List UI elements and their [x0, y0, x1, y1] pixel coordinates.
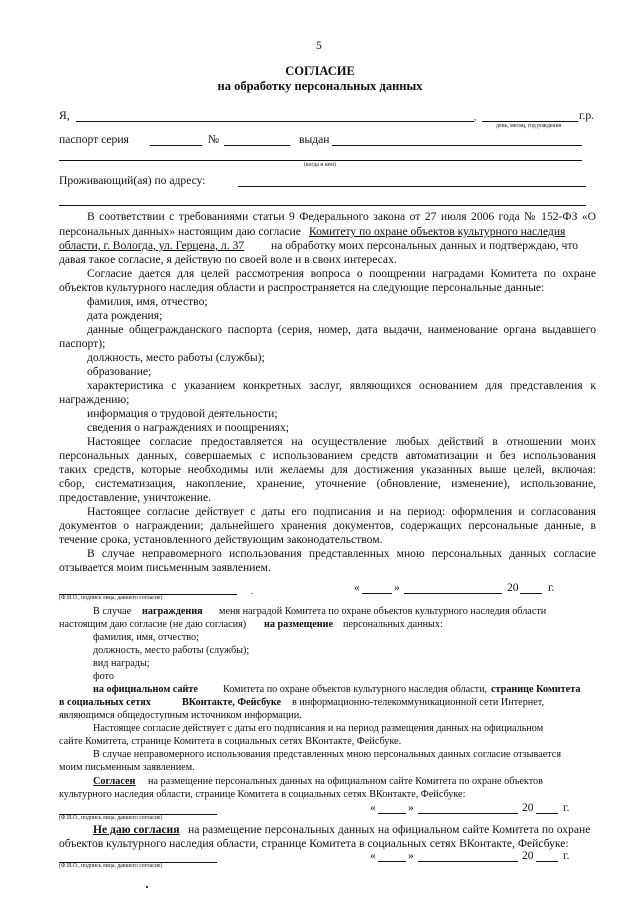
date-month-field[interactable] — [404, 593, 502, 594]
passport-issued-field[interactable] — [332, 145, 582, 146]
list1-item: сведения о награждениях и поощрениях; — [87, 421, 289, 434]
ya-label: Я, — [59, 109, 70, 122]
list1-item-cont: награждению; — [59, 393, 130, 406]
p4-line-3: течение срока, установленного действующим законодательством. — [59, 533, 383, 546]
p3-line-4: сбор, систематизация, накопление, хранение, уточнение (обновление, изменение), использование, — [59, 477, 596, 490]
year-suffix-label: г.р. — [579, 109, 595, 122]
passport-series-label: паспорт серия — [59, 133, 129, 146]
award-word: награждения — [142, 606, 203, 617]
p2-line-2: объектов культурного наследия области и распространяется на следующие персональные данные: — [59, 281, 545, 294]
passport-issued-label: выдан — [299, 133, 330, 146]
p4-line-2: документов о награждении; дальнейшего хранения документов, содержащих персональные данные, в — [59, 519, 596, 532]
page-number: 5 — [316, 39, 322, 52]
p3-line-5: предоставление, уничтожение. — [59, 491, 211, 504]
page-title: СОГЛАСИЕ — [285, 64, 355, 78]
p1-line-4: давая такое согласие, я действую по своей воле и в своих интересах. — [59, 253, 397, 266]
date-year-field[interactable] — [520, 593, 542, 594]
p3-line-2: персональных данных, совершаемых с использованием средств автоматизации и без использования — [59, 449, 596, 462]
committee-address: области, г. Вологда, ул. Герцена, л. 37 — [59, 239, 245, 252]
address-label: Проживающий(ая) по адресу: — [59, 174, 206, 187]
p3-line-3: таких средств, которые необходимы или желаемы для достижения указанных выше целей, включая: — [59, 463, 596, 476]
p1-line-1: В соответствии с требованиями статьи 9 Федерального закона от 27 июля 2006 года № 152-ФЗ «О — [87, 210, 596, 223]
date-day-field[interactable] — [362, 593, 392, 594]
signature-hint: (Ф.И.О., подпись лица, давшего согласие) — [59, 815, 163, 821]
passport-issued-field-2[interactable] — [59, 160, 582, 161]
p5-line-2: отзывается моим письменным заявлением. — [59, 561, 271, 574]
date-year-field[interactable] — [536, 861, 558, 862]
page-subtitle: на обработку персональных данных — [217, 79, 423, 93]
p4-line-1: Настоящее согласие действует с даты его подписания и на период: оформления и согласования — [87, 505, 596, 518]
p5-line-1: В случае неправомерного использования представленных мною персональных данных согласие — [87, 547, 596, 560]
list2-item: фамилия, имя, отчество; — [93, 632, 199, 643]
list1-item: должность, место работы (службы); — [87, 351, 265, 364]
passport-number-label: № — [208, 133, 220, 146]
consent-refused-word: Не даю согласия — [93, 823, 180, 836]
birthdate-field-line[interactable] — [482, 121, 578, 122]
date-day-field[interactable] — [378, 861, 406, 862]
p1-line-2a: персональных данных» настоящим даю согласие — [59, 225, 301, 238]
birthdate-hint: день, месяц, год рождения — [496, 123, 562, 129]
list1-item: характеристика с указанием конкретных заслуг, являющихся основанием для представления к — [87, 379, 596, 392]
p3-line-1: Настоящее согласие предоставляется на осуществление любых действий в отношении моих — [87, 435, 596, 448]
date-month-field[interactable] — [418, 813, 518, 814]
consent-form-page: 5 СОГЛАСИЕ на обработку персональных данных Я, , г.р. день, месяц, год рождения паспорт серия № выдан (когда и кем) Проживающий(ая) по адресу: В соответствии с требованиями статьи 9 Федерального закона от 27 июля 2006 года № 152-ФЗ «О персональных данных» настоящим даю согласие Комитету по охране объектов культурного наследия области, г. Вологда, ул. Герцена, л. 37 на обработку моих персональных данных и подтверждаю, что давая такое согласие, я действую по своей воле и в своих интересах. Согласие дается для целей рассмотрения вопроса о поощрении наградами Комитета по охране объектов культурного наследия области и распространяется на следующие персональные данные: фамилия, имя, отчество; дата рождения; данные общегражданского паспорта (серия, номер, дата выдачи, наименование органа выдавшего паспорт); должность, место работы (службы); образование; характеристика с указанием конкретных заслуг, являющихся основанием для представления к награждению; информация о трудовой деятельности; сведения о награждениях и поощрениях; Настоящее согласие предоставляется на осуществление любых действий в отношении моих персональных данных, совершаемых с использованием средств автоматизации и без использования таких средств, которые необходимы или желаемы для достижения указанных выше целей, включая: сбор, систематизация, накопление, хранение, уточнение (обновление, изменение), использование, предоставление, уничтожение. Настоящее согласие действует с даты его подписания и на период: оформления и согласования документов о награждении; дальнейшего хранения документов, содержащих персональные данные, в течение срока, установленного действующим законодательством. В случае неправомерного использования представленных мною персональных данных согласие отзывается моим письменным заявлением. (Ф.И.О., подпись лица, давшего согласие) . « » 20 г. В случае награждения меня наградой Комитета по охране объектов культурного наследия области настоящим даю согласие (не даю согласия) на размещение персональных данных: фамилия, имя, отчество; должность, место работы (службы); вид награды; фото на официальном сайте Комитета по охране объектов культурного наследия области, странице Комитета в социальных сетях ВКонтакте, Фейсбуке в информационно-телекоммуникационной сети Интернет, являющимся общедоступным источником информации. Настоящее согласие действует с даты его подписания и на период размещения данных на официальном сайте Комитета, странице Комитета в социальных сетях ВКонтакте, Фейсбуке. В случае неправомерного использования представленных мною персональных данных согласие отзывается моим письменным заявлением. Согласен на размещение персональных данных на официальном сайте Комитета по охране объектов культурного наследия области, странице Комитета в социальных сетях ВКонтакте, Фейсбуке: (Ф.И.О., подпись лица, давшего согласие) « » 20 г. Не даю согласия на размещение персональных данных на официальном сайте Комитета по охране объектов культурного наследия области, странице Комитета в социальных сетях ВКонтакте, Фейсбуке: (Ф.И.О., подпись лица, давшего согласие) « » 20 г. — [0, 0, 640, 905]
name-field-line[interactable] — [76, 121, 474, 122]
list1-item: информация о трудовой деятельности; — [87, 407, 278, 420]
signature-hint: (Ф.И.О., подпись лица, давшего согласие) — [59, 863, 163, 869]
passport-series-field[interactable] — [150, 145, 202, 146]
date-day-field[interactable] — [378, 813, 406, 814]
date-year-field[interactable] — [536, 813, 558, 814]
address-field-2[interactable] — [59, 205, 586, 206]
list1-item: фамилия, имя, отчество; — [87, 295, 208, 308]
committee-name: Комитету по охране объектов культурного наследия — [309, 225, 566, 238]
p1-line-3b: на обработку моих персональных данных и подтверждаю, что — [271, 239, 579, 252]
list1-item: данные общегражданского паспорта (серия, номер, дата выдачи, наименование органа выдавшего — [87, 323, 596, 336]
passport-number-field[interactable] — [224, 145, 290, 146]
p2-line-1: Согласие дается для целей рассмотрения вопроса о поощрении наградами Комитета по охране — [87, 267, 596, 280]
issued-hint: (когда и кем) — [304, 162, 336, 168]
list1-item: образование; — [87, 365, 152, 378]
list2-item: должность, место работы (службы); — [93, 645, 250, 656]
placement-word: на размещение — [264, 619, 334, 630]
date-month-field[interactable] — [418, 861, 518, 862]
signature-hint: (Ф.И.О., подпись лица, давшего согласие) — [59, 595, 163, 601]
scan-speck — [146, 886, 148, 888]
consent-given-word: Согласен — [93, 776, 136, 787]
list2-item: фото — [93, 671, 114, 682]
address-field[interactable] — [238, 186, 586, 187]
list1-item-cont: паспорт); — [59, 337, 106, 350]
list1-item: дата рождения; — [87, 309, 163, 322]
list2-item: вид награды; — [93, 658, 150, 669]
